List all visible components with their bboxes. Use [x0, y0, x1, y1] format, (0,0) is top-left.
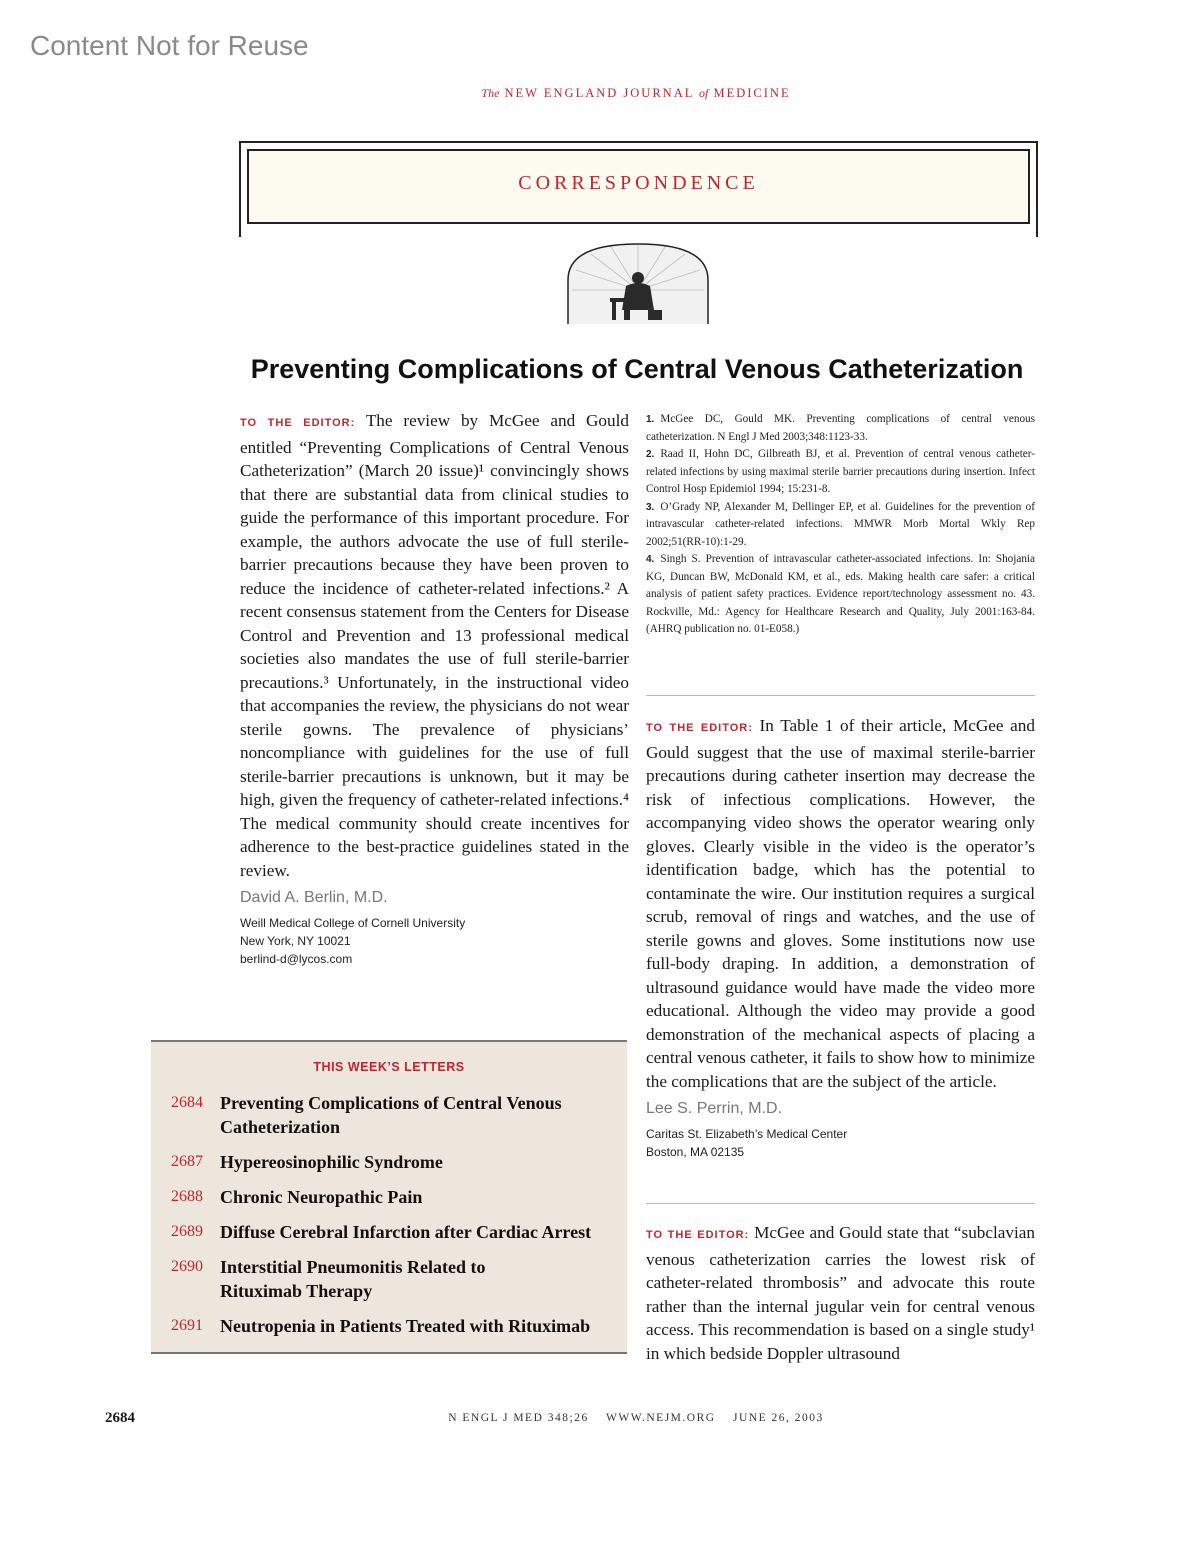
- letter-1-author: David A. Berlin, M.D.: [240, 889, 388, 906]
- letter-2-body: In Table 1 of their article, McGee and Gould suggest that the use of maximal sterile-barrier precautions during catheter insertion may decrease the risk of infectious complications. However, the accompanying video shows the operator wearing only gloves. Clearly visible in the video is the operator’s identification badge, which has the potential to contaminate the wire. Our institution requires a surgical scrub, removal of rings and watches, and the use of sterile gowns and gloves. Some institutions now use full-body draping. In addition, a demonstration of ultrasound guidance would have made the video more educational. Although the video may provide a good demonstration of the mechanical aspects of placing a central venous catheter, it fails to show how to minimize the complications that are the subject of the article.: [646, 716, 1035, 1091]
- letters-list-item[interactable]: [171, 1314, 611, 1338]
- letter-page-number: 2687: [171, 1153, 203, 1170]
- reference-list: [646, 411, 1035, 639]
- reference-item: [646, 551, 1035, 639]
- letter-page-number: 2688: [171, 1188, 203, 1205]
- article-title: Preventing Complications of Central Venous Catheterization: [250, 354, 1024, 384]
- letter-3-lead: TO THE EDITOR:: [646, 1229, 750, 1241]
- letter-3-body: McGee and Gould state that “subclavian venous catheterization carries the lowest risk of catheter-related thrombosis” and advocate this route rather than the internal jugular vein for central venous access. This recommendation is based on a single study¹ in which bedside Doppler ultrasound: [646, 1223, 1036, 1363]
- letter-1: [240, 409, 629, 968]
- reference-text: Raad II, Hohn DC, Gilbreath BJ, et al. Prevention of central venous catheter-related infections by using maximal sterile barrier precautions during insertion. Infect Control Hosp Epidemiol 1994; 15:231-8.: [646, 448, 1035, 495]
- journal-header: [0, 86, 1200, 101]
- reference-number: 2.: [646, 449, 655, 460]
- letter-title: Preventing Complications of Central Venous Catheterization: [220, 1093, 562, 1137]
- divider: [646, 695, 1035, 696]
- letter-page-number: 2690: [171, 1258, 203, 1275]
- letter-1-email[interactable]: berlind-d@lycos.com: [240, 951, 353, 966]
- reference-text: Singh S. Prevention of intravascular catheter-associated infections. In: Shojania KG, Duncan BW, McDonald KM, et al., eds. Making health care safer: a critical analysis of patient safety practices. Evidence report/technology assessment no. 43. Rockville, Md.: Agency for Healthcare Research and Quality, July 2001:163-84. (AHRQ publication no. 01-E058.): [646, 553, 1035, 635]
- journal-of: of: [699, 86, 709, 100]
- letter-1-lead: TO THE EDITOR:: [240, 417, 356, 429]
- watermark-text: Content Not for Reuse: [30, 30, 309, 61]
- section-heading: CORRESPONDENCE: [518, 172, 759, 194]
- letter-page-number: 2689: [171, 1223, 203, 1240]
- letter-2-affil-line1: Caritas St. Elizabeth’s Medical Center: [646, 1126, 848, 1141]
- letter-1-body-para: [240, 409, 629, 882]
- reference-number: 1.: [646, 414, 655, 425]
- letter-title: Interstitial Pneumonitis Related to Rituximab Therapy: [220, 1257, 486, 1301]
- divider: [646, 1203, 1035, 1204]
- letter-page-number: 2691: [171, 1317, 203, 1334]
- letters-list-item[interactable]: [171, 1150, 611, 1174]
- letter-title: Neutropenia in Patients Treated with Rituximab: [220, 1316, 591, 1336]
- page-number: 2684: [105, 1410, 135, 1426]
- reference-item: [646, 446, 1035, 499]
- letter-title: Diffuse Cerebral Infarction after Cardiac Arrest: [220, 1222, 592, 1242]
- letter-1-affil-line2: New York, NY 10021: [240, 933, 351, 948]
- journal-name-part1: NEW ENGLAND JOURNAL: [504, 86, 694, 100]
- letter-3-body-para: [646, 1221, 1035, 1365]
- reference-number: 4.: [646, 554, 655, 565]
- journal-emblem-icon: [566, 240, 710, 324]
- letters-list-item[interactable]: [171, 1220, 611, 1244]
- letter-2-affil-line2: Boston, MA 02135: [646, 1144, 745, 1159]
- letter-page-number: 2684: [171, 1094, 203, 1111]
- reference-text: McGee DC, Gould MK. Preventing complications of central venous catheterization. N Engl J Med 2003;348:1123-33.: [646, 413, 1035, 443]
- reference-text: O’Grady NP, Alexander M, Dellinger EP, et al. Guidelines for the prevention of intravascular catheter-related infections. MMWR Morb Mortal Wkly Rep 2002;51(RR-10):1-29.: [646, 500, 1035, 548]
- letters-list-item[interactable]: [171, 1091, 611, 1139]
- letter-1-affil-line1: Weill Medical College of Cornell University: [240, 915, 466, 930]
- journal-prefix: The: [481, 86, 500, 100]
- letter-2-affiliation: [646, 1125, 1035, 1161]
- letter-2-author: Lee S. Perrin, M.D.: [646, 1100, 783, 1117]
- page-footer: N ENGL J MED 348;26 WWW.NEJM.ORG JUNE 26, 2003: [448, 1412, 824, 1424]
- letter-2-lead: TO THE EDITOR:: [646, 722, 753, 734]
- letter-1-body: The review by McGee and Gould entitled “Preventing Complications of Central Venous Catheterization” (March 20 issue)¹ convincingly shows that there are substantial data from clinical studies to guide the performance of this important procedure. For example, the authors advocate the use of full sterile-barrier precautions because they have been proven to reduce the incidence of catheter-related infections.² A recent consensus statement from the Centers for Disease Control and Prevention and 13 professional medical societies also mandates the use of full sterile-barrier precautions.³ Unfortunately, in the instructional video that accompanies the review, the physicians do not wear sterile gowns. The prevalence of physicians’ noncompliance with guidelines for the use of full sterile-barrier precautions is unknown, but it may be high, given the frequency of catheter-related infections.⁴ The medical community should create incentives for adherence to the best-practice guidelines stated in the review.: [240, 411, 629, 880]
- letter-title: Chronic Neuropathic Pain: [220, 1187, 423, 1207]
- this-weeks-letters-heading: THIS WEEK’S LETTERS: [313, 1060, 465, 1074]
- letters-list-item[interactable]: [171, 1185, 611, 1209]
- letter-title: Hypereosinophilic Syndrome: [220, 1152, 443, 1172]
- letter-2: [646, 714, 1035, 1161]
- letter-1-affiliation: [240, 914, 629, 968]
- letter-2-body-para: [646, 714, 1035, 1093]
- reference-item: [646, 499, 1035, 552]
- letters-list-item[interactable]: [171, 1255, 611, 1303]
- journal-name-part2: MEDICINE: [713, 86, 791, 100]
- reference-number: 3.: [646, 501, 655, 513]
- letter-3: [646, 1221, 1035, 1365]
- reference-item: [646, 411, 1035, 446]
